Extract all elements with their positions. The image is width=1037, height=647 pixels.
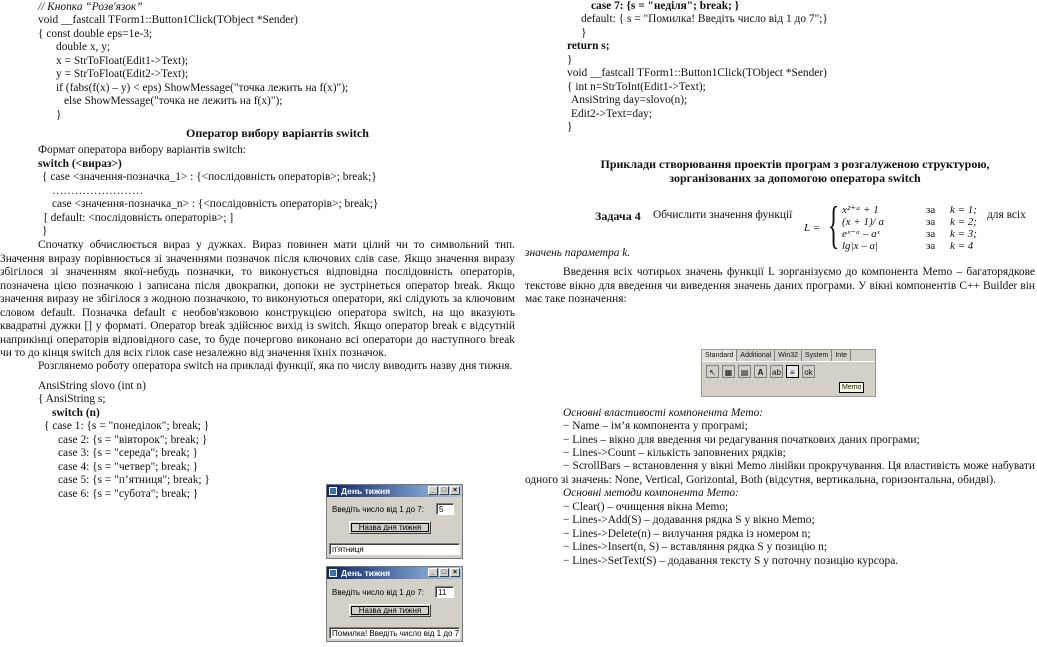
- code-line: x = StrToFloat(Edit1->Text);: [56, 54, 189, 67]
- property-item: − Name – ім’я компонента у програмі;: [563, 420, 748, 433]
- syntax-line: ……………………: [52, 184, 144, 197]
- code-line: case 6: {s = "субота"; break; }: [58, 487, 199, 500]
- result-output[interactable]: Помилка! Введіть число від 1 до 7: [329, 627, 460, 639]
- formula-lhs: L =: [804, 222, 821, 234]
- code-line: Edit2->Text=day;: [571, 107, 653, 120]
- close-icon[interactable]: ×: [450, 568, 460, 577]
- syntax-line: case <значення-позначка_n> : {<послідовність операторів>; break;}: [52, 198, 379, 211]
- code-line: case 7: {s = "неділя"; break; }: [591, 0, 740, 12]
- code-block-continued: [525, 0, 1035, 135]
- syntax-line: { case <значення-позначка_1> : {<послідовність операторів>; break;}: [42, 171, 377, 184]
- section-heading: Оператор вибору варіантів switch: [186, 126, 369, 141]
- code-line: }: [56, 108, 62, 121]
- brace-icon: {: [828, 197, 840, 254]
- examples-heading: Приклади створювання проектів програм з розгалуженою структурою, зорганізованих за допомогою оператора switch: [600, 156, 990, 185]
- maximize-icon[interactable]: □: [439, 568, 449, 577]
- day-name-button[interactable]: Назва дня тижня: [349, 604, 431, 617]
- memo-icon[interactable]: ≡: [786, 365, 799, 378]
- code-line: { case 1: {s = "понеділок"; break; }: [44, 420, 210, 433]
- paragraph-example-intro: Розглянемо роботу оператора switch на прикладі функції, яка по числу виводить назву дня тижня.: [38, 360, 513, 373]
- close-icon[interactable]: ×: [450, 486, 460, 495]
- result-output[interactable]: п'ятниця: [329, 543, 460, 555]
- task-text: Обчислити значення функції: [653, 208, 793, 221]
- code-line: case 5: {s = "п’ятниця"; break; }: [58, 474, 210, 487]
- maximize-icon[interactable]: □: [439, 486, 449, 495]
- method-item: − Clear() – очищення вікна Memo;: [563, 500, 729, 513]
- code-line: case 2: {s = "вівторок"; break; }: [58, 433, 208, 446]
- format-intro: Формат оператора вибору варіантів switch:: [38, 144, 246, 157]
- tab-system[interactable]: System: [802, 350, 832, 361]
- code-line: void __fastcall TForm1::Button1Click(TObject *Sender): [38, 14, 298, 27]
- task-tail: для всіх: [987, 208, 1026, 221]
- window-titlebar: [327, 485, 462, 497]
- input-prompt-label: Введіть число від 1 до 7:: [332, 588, 424, 597]
- minimize-icon[interactable]: _: [428, 568, 438, 577]
- window-titlebar: [327, 567, 462, 579]
- memo-tooltip: Memo: [839, 382, 864, 393]
- formula-cond: k = 1;: [950, 204, 977, 216]
- frames-icon[interactable]: ▦: [722, 365, 735, 378]
- edit-icon[interactable]: ab: [770, 365, 783, 378]
- number-input[interactable]: 11: [435, 586, 454, 598]
- label-icon[interactable]: A: [754, 365, 767, 378]
- input-prompt-label: Введіть число від 1 до 7:: [332, 505, 424, 514]
- formula-za: за: [926, 216, 936, 228]
- code-line: case 4: {s = "четвер"; break; }: [58, 460, 199, 473]
- code-line: { int n=StrToInt(Edit1->Text);: [567, 80, 706, 93]
- code-block-slovo: [0, 380, 515, 501]
- palette-tools: [702, 362, 875, 381]
- formula-cond: k = 3;: [950, 228, 977, 240]
- property-item: − ScrollBars – встановлення у вікні Memo лінійки прокручування. Ця властивість може набувати одного зі значень: None, Vertical, Gorizontal, Both (відсутня, вертикальна, горизонтальна, обидві).: [525, 460, 1035, 486]
- paragraph-memo-intro: Введення всіх чотирьох значень функції L зорганізуємо до компонента Memo – багаторядкове текстове вікно для введення чи виведення значень даних програми. У вікні компонентів C++ Builder він має таке позначення:: [525, 266, 1035, 306]
- property-item: − Lines – вікно для введення чи редагування початкових даних програми;: [563, 433, 920, 446]
- day-of-week-window-1: [326, 484, 463, 559]
- tab-internet[interactable]: Inte: [832, 350, 851, 361]
- method-item: − Lines->Add(S) – додавання рядка S у вікно Memo;: [563, 514, 815, 527]
- window-title: День тижня: [341, 486, 391, 496]
- pointer-icon[interactable]: ↖: [706, 365, 719, 378]
- code-line: }: [581, 26, 587, 39]
- syntax-line: [ default: <послідовність операторів>; ]: [44, 211, 234, 224]
- code-line: return s;: [567, 40, 610, 53]
- code-line: }: [567, 53, 573, 66]
- formula-expr: lg|x – a|: [842, 240, 878, 252]
- formula-cond: k = 2;: [950, 216, 977, 228]
- formula-za: за: [926, 204, 936, 216]
- right-column: [525, 0, 1035, 568]
- code-line: AnsiString slovo (int n): [38, 379, 146, 392]
- method-item: − Lines->Insert(n, S) – вставляння рядка S у позицію n;: [563, 541, 827, 554]
- code-line: }: [567, 121, 573, 134]
- formula-expr: x²⁺ᵃ + 1: [842, 204, 879, 216]
- code-line: y = StrToFloat(Edit2->Text);: [56, 68, 189, 81]
- number-input[interactable]: 5: [436, 503, 454, 515]
- app-icon: [329, 487, 337, 495]
- properties-title: Основні властивості компонента Memo:: [563, 406, 764, 419]
- paragraph-switch-explanation: Спочатку обчислюється вираз у дужках. Вираз повинен мати цілий чи то символьний тип. Значення виразу порівнюється зі значеннями позначок після ключових слів case. Якщо значення виразу збігілося зі значенням якої-небудь позначки, то виконується відповідна послідовність операторів, позначена цією позначкою і записана після двокрапки, допоки не зустрінеться оператор break. Якщо значення виразу не збігілося з жодною позначкою, то виконуються оператори, які слідують за ключовим словом default. Позначка default є необов'язковою конструкцією оператора switch, на що вказують квадратні дужки [] у форматі. Оператор break здійснює вихід із switch. Якщо оператор break є відсутній наприкінці операторів відповідного case, то буде почергово виконано всі оператори до наступного break чи то до кінця switch для всіх гілок case незалежно від значення їхніх позначок.: [0, 239, 515, 360]
- property-item: − Lines->Count – кількість заповнених рядків;: [563, 447, 786, 460]
- code-line: { AnsiString s;: [38, 393, 106, 406]
- code-line: switch (n): [52, 406, 100, 419]
- method-item: − Lines->SetText(S) – додавання тексту S у поточну позицію курсора.: [563, 554, 899, 567]
- day-of-week-window-2: [326, 566, 463, 642]
- methods-title: Основні методи компонента Memo:: [563, 487, 739, 500]
- left-column: [0, 0, 515, 501]
- method-item: − Lines->Delete(n) – вилучання рядка із номером n;: [563, 527, 811, 540]
- task-line-2: значень параметра k.: [525, 246, 631, 259]
- code-line: case 3: {s = "середа"; break; }: [58, 447, 198, 460]
- code-line: default: { s = "Помилка! Введіть число від 1 до 7";}: [581, 13, 828, 26]
- syntax-line: }: [42, 224, 48, 237]
- code-line: if (fabs(f(x) – y) < eps) ShowMessage("точка лежить на f(x)");: [56, 81, 349, 94]
- formula-expr: (x + 1)/ a: [842, 216, 884, 228]
- minimize-icon[interactable]: _: [428, 486, 438, 495]
- button-icon[interactable]: ok: [802, 365, 815, 378]
- code-line: AnsiString day=slovo(n);: [571, 94, 688, 107]
- tab-standard[interactable]: Standard: [702, 350, 737, 361]
- app-icon: [329, 569, 337, 577]
- tab-additional[interactable]: Additional: [737, 350, 775, 361]
- code-line: { const double eps=1e-3;: [38, 27, 153, 40]
- tab-win32[interactable]: Win32: [775, 350, 802, 361]
- window-title: День тижня: [341, 568, 391, 578]
- day-name-button[interactable]: Назва дня тижня: [349, 521, 431, 534]
- palette-tabs: [702, 350, 875, 362]
- syntax-line: switch (<вираз>): [38, 157, 122, 170]
- code-line: void __fastcall TForm1::Button1Click(TObject *Sender): [567, 67, 827, 80]
- formula-za: за: [926, 228, 936, 240]
- formula-za: за: [926, 240, 936, 252]
- component-palette: [701, 349, 876, 397]
- code-line: double x, y;: [56, 41, 111, 54]
- mainmenu-icon[interactable]: ▤: [738, 365, 751, 378]
- code-comment: // Кнопка “Розв'язок”: [38, 1, 143, 13]
- code-block-button-click: [0, 1, 515, 122]
- formula-cond: k = 4: [950, 240, 974, 252]
- code-line: else ShowMessage("точка не лежить на f(x)");: [64, 95, 283, 108]
- formula-expr: eˣ⁻ᵃ – aˣ: [842, 228, 880, 240]
- task-label: Задача 4: [595, 208, 641, 223]
